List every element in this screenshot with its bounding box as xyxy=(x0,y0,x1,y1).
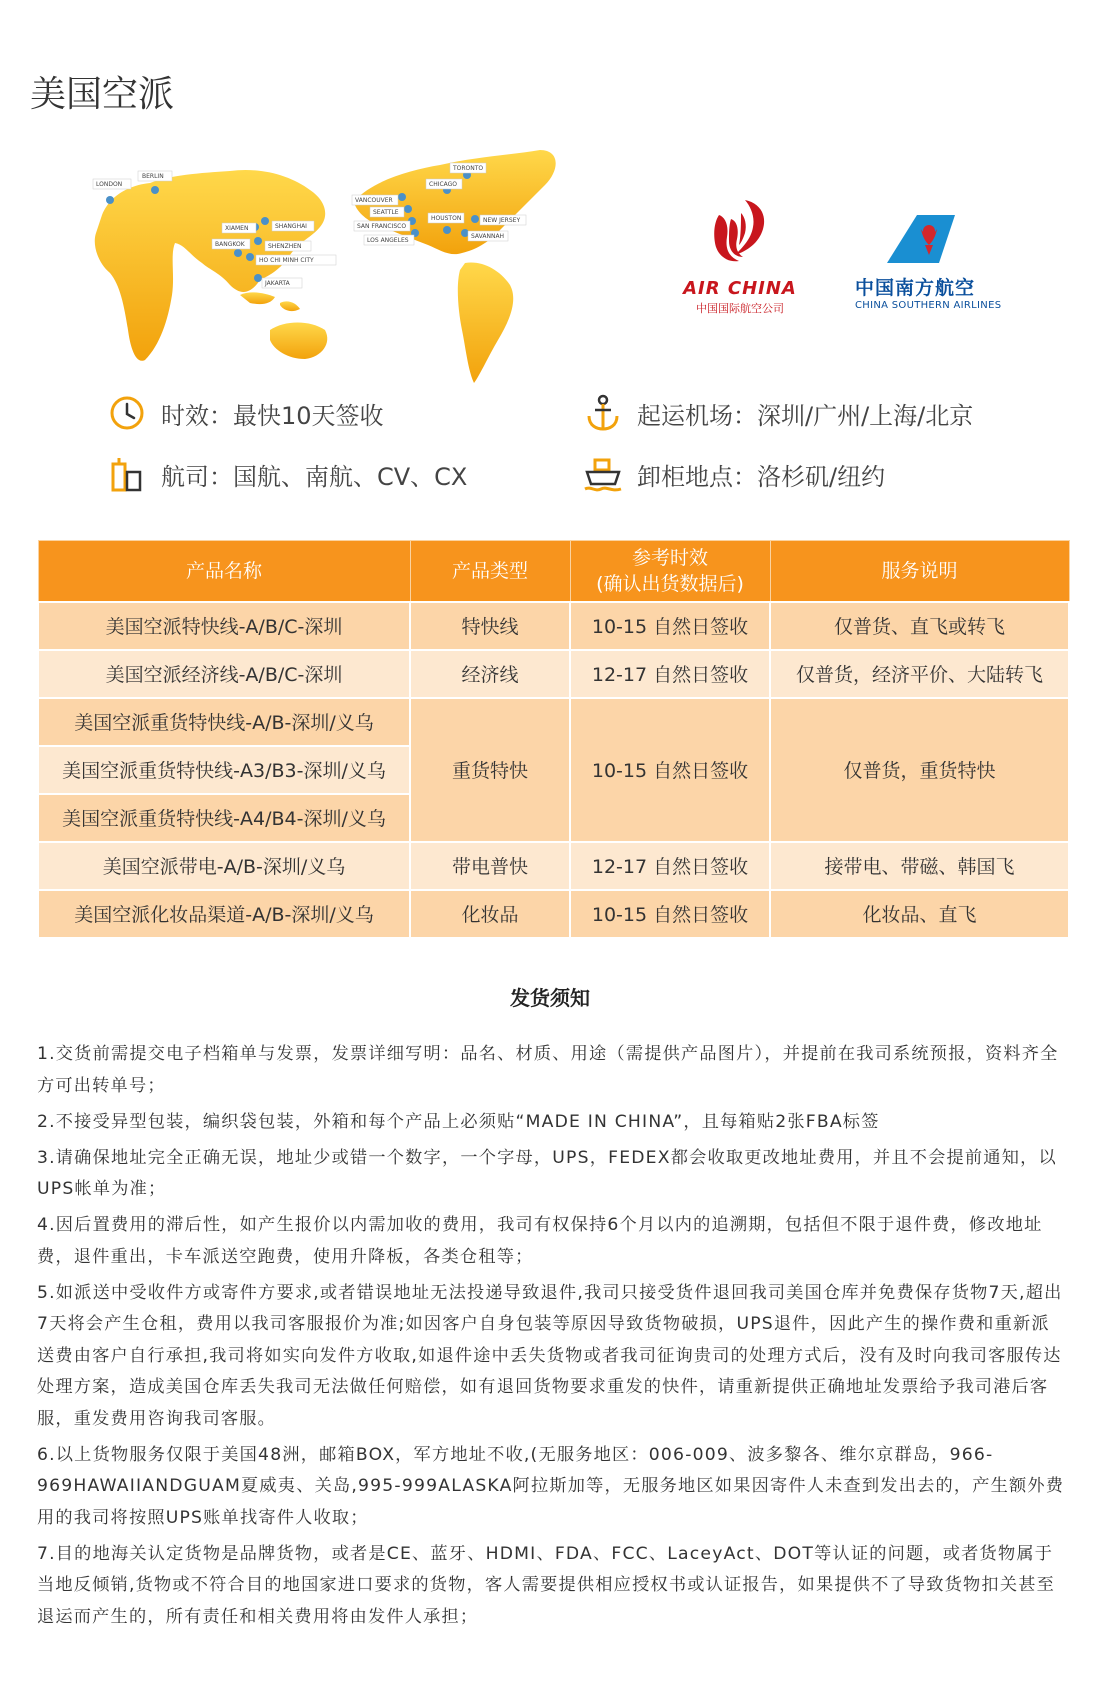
carriers-text: 航司：国航、南航、CV、CX xyxy=(161,462,468,491)
notice-item: 4.因后置费用的滞后性，如产生报价以内需加收的费用，我司有权保持6个月以内的追溯期，包括但不限于退件费，修改地址费，退件重出，卡车派送空跑费，使用升降板，各类仓租等； xyxy=(37,1215,1043,1267)
air-china-logo xyxy=(680,195,800,316)
pin-shenzhen xyxy=(254,237,262,245)
phoenix-icon xyxy=(705,195,775,270)
header-time-line2: (确认出货数据后) xyxy=(596,572,744,595)
table-row xyxy=(38,698,1069,746)
cell-type: 经济线 xyxy=(410,650,570,698)
cell-name: 美国空派化妆品渠道-A/B-深圳/义乌 xyxy=(38,890,410,938)
world-map xyxy=(90,145,600,385)
ship-icon xyxy=(583,454,623,494)
pin-shanghai xyxy=(261,217,269,225)
destination-text: 卸柜地点：洛杉矶/纽约 xyxy=(637,462,886,491)
info-destination xyxy=(583,454,885,494)
header-type: 产品类型 xyxy=(410,541,570,602)
pin-label: SAVANNAH xyxy=(471,233,505,240)
cell-name: 美国空派带电-A/B-深圳/义乌 xyxy=(38,842,410,890)
cell-name: 美国空派特快线-A/B/C-深圳 xyxy=(38,602,410,650)
cell-time: 10-15 自然日签收 xyxy=(570,602,770,650)
header-time-line1: 参考时效 xyxy=(631,546,708,569)
table-row xyxy=(38,890,1069,938)
pin-label: TORONTO xyxy=(453,165,484,172)
header-service: 服务说明 xyxy=(770,541,1069,602)
header-name: 产品名称 xyxy=(38,541,410,602)
pin-label: BANGKOK xyxy=(215,241,245,248)
pin-houston xyxy=(443,226,451,234)
notice-item: 6.以上货物服务仅限于美国48洲，邮箱BOX，军方地址不收,(无服务地区：006-009、波多黎各、维尔京群岛，966-969HAWAIIANDGUAM夏威夷、关岛,995-999ALASKA阿拉斯加等，无服务地区如果因寄件人未查到发出去的，产生额外费用的我司将按照UPS账单找寄件人收取； xyxy=(37,1444,1065,1528)
pin-label: HO CHI MINH CITY xyxy=(259,257,314,264)
cell-type: 带电普快 xyxy=(410,842,570,890)
info-departure xyxy=(583,393,973,433)
clock-icon xyxy=(107,393,147,433)
cell-type: 重货特快 xyxy=(410,698,570,842)
notice-item: 2.不接受异型包装，编织袋包装，外箱和每个产品上必须贴“MADE IN CHINA”，且每箱贴2张FBA标签 xyxy=(37,1111,880,1132)
pin-label: LONDON xyxy=(96,181,123,188)
table-row xyxy=(38,602,1069,650)
china-southern-cn: 中国南方航空 xyxy=(855,277,976,299)
building-icon xyxy=(107,454,147,494)
header-time xyxy=(570,541,770,602)
pin-label: BERLIN xyxy=(142,173,164,180)
pin-jakarta xyxy=(254,274,262,282)
timeliness-text: 时效：最快10天签收 xyxy=(161,401,384,430)
notice-item: 5.如派送中受收件方或寄件方要求,或者错误地址无法投递导致退件,我司只接受货件退回我司美国仓库并免费保存货物7天,超出7天将会产生仓租，费用以我司客服报价为准;如因客户自身包装等原因导致货物破损，UPS退件，因此产生的操作费和重新派送费由客户自行承担,我司将如实向发件方收取,如退件途中丢失货物或者我司征询贵司的处理方式后，没有及时向我司客服传达处理方案，造成美国仓库丢失我司无法做任何赔偿，如有退回货物要求重发的快件，请重新提供正确地址发票给予我司港后客服，重发费用咨询我司客服。 xyxy=(37,1282,1063,1429)
cell-name: 美国空派重货特快线-A/B-深圳/义乌 xyxy=(38,698,410,746)
cell-service: 化妆品、直飞 xyxy=(770,890,1069,938)
pin-label: SHENZHEN xyxy=(268,243,302,250)
cell-name: 美国空派重货特快线-A3/B3-深圳/义乌 xyxy=(38,746,410,794)
cell-type: 化妆品 xyxy=(410,890,570,938)
pin-label: NEW JERSEY xyxy=(483,217,521,224)
air-china-cn: 中国国际航空公司 xyxy=(696,302,784,315)
cell-service: 仅普货，经济平价、大陆转飞 xyxy=(770,650,1069,698)
pin-label: CHICAGO xyxy=(429,181,458,188)
product-table xyxy=(37,540,1070,939)
anchor-icon xyxy=(583,393,623,433)
table-header-row xyxy=(38,541,1069,602)
pin-london xyxy=(106,196,114,204)
pin-label: SAN FRANCISCO xyxy=(357,223,407,230)
pin-vancouver xyxy=(398,193,406,201)
notice-item: 3.请确保地址完全正确无误，地址少或错一个数字，一个字母，UPS，FEDEX都会收取更改地址费用，并且不会提前通知，以UPS帐单为准； xyxy=(37,1147,1057,1199)
cell-time: 12-17 自然日签收 xyxy=(570,650,770,698)
table-row xyxy=(38,650,1069,698)
pin-bangkok xyxy=(234,249,242,257)
notice-item: 7.目的地海关认定货物是品牌货物，或者是CE、蓝牙、HDMI、FDA、FCC、LaceyAct、DOT等认证的问题，或者货物属于当地反倾销,货物或不符合目的地国家进口要求的货物，客人需要提供相应授权书或认证报告，如果提供不了导致货物扣关甚至退运而产生的，所有责任和相关费用将由发件人承担； xyxy=(37,1543,1055,1627)
table-row xyxy=(38,842,1069,890)
cell-time: 12-17 自然日签收 xyxy=(570,842,770,890)
kapok-tail-icon xyxy=(887,215,957,263)
pin-newjersey xyxy=(471,215,479,223)
notice-item: 1.交货前需提交电子档箱单与发票，发票详细写明：品名、材质、用途（需提供产品图片），并提前在我司系统预报，资料齐全方可出转单号； xyxy=(37,1044,1059,1096)
pin-seattle xyxy=(404,205,412,213)
cell-time: 10-15 自然日签收 xyxy=(570,698,770,842)
departure-text: 起运机场：深圳/广州/上海/北京 xyxy=(637,401,974,430)
notice-list xyxy=(37,1039,1067,1638)
cell-name: 美国空派经济线-A/B/C-深圳 xyxy=(38,650,410,698)
pin-label: HOUSTON xyxy=(431,215,462,222)
notice-title: 发货须知 xyxy=(510,986,590,1010)
info-timeliness xyxy=(107,393,384,433)
pin-label: SHANGHAI xyxy=(275,223,307,230)
pin-label: LOS ANGELES xyxy=(367,237,409,244)
cell-type: 特快线 xyxy=(410,602,570,650)
cell-time: 10-15 自然日签收 xyxy=(570,890,770,938)
pin-hochiminh xyxy=(246,253,254,261)
cell-name: 美国空派重货特快线-A4/B4-深圳/义乌 xyxy=(38,794,410,842)
info-carriers xyxy=(107,454,467,494)
cell-service: 仅普货、直飞或转飞 xyxy=(770,602,1069,650)
china-southern-en: CHINA SOUTHERN AIRLINES xyxy=(855,300,1002,311)
page-title: 美国空派 xyxy=(30,74,175,115)
pin-label: SEATTLE xyxy=(373,209,399,216)
china-southern-logo xyxy=(855,215,1005,311)
pin-berlin xyxy=(151,186,159,194)
pin-label: VANCOUVER xyxy=(355,197,393,204)
air-china-en: AIR CHINA xyxy=(683,278,797,299)
pin-label: JAKARTA xyxy=(265,280,290,287)
cell-service: 接带电、带磁、韩国飞 xyxy=(770,842,1069,890)
pin-label: XIAMEN xyxy=(225,225,249,232)
cell-service: 仅普货，重货特快 xyxy=(770,698,1069,842)
world-map-graphic xyxy=(90,145,600,385)
